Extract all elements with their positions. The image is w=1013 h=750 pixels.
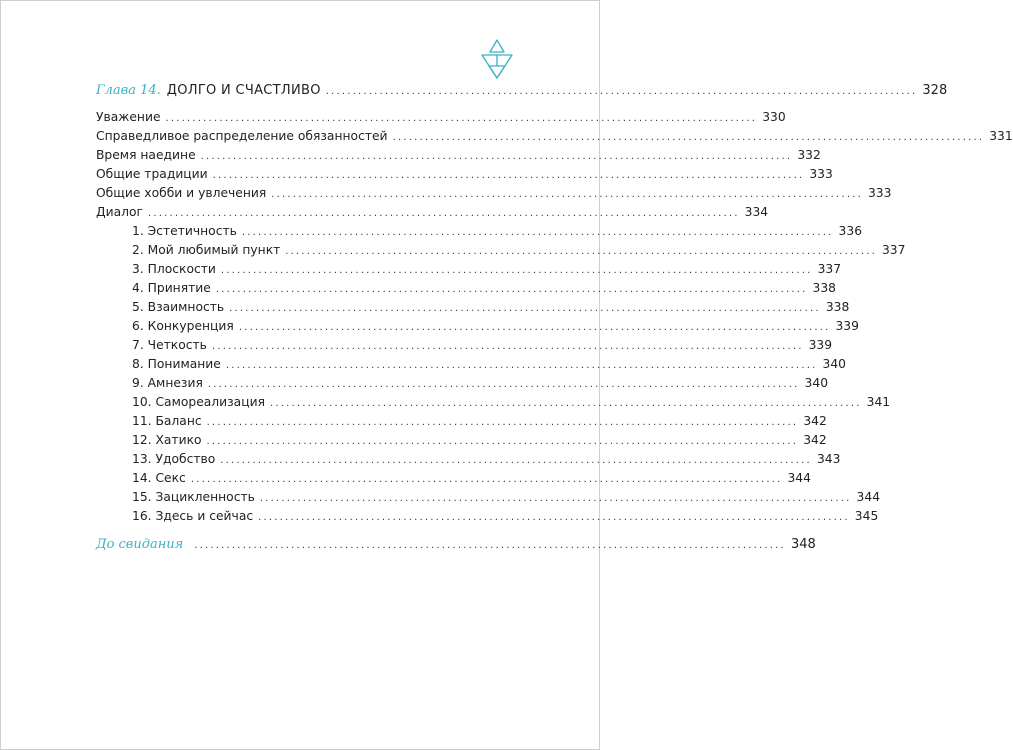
dot-leader: ..............................................................................................................	[325, 86, 918, 97]
dot-leader: ..............................................................................................................	[194, 540, 786, 551]
dot-leader: ..............................................................................................................	[258, 512, 850, 523]
page-number: 333	[809, 167, 833, 181]
page-number: 339	[808, 338, 833, 352]
table-of-contents	[96, 75, 1013, 557]
dot-leader: ..............................................................................................................	[207, 379, 800, 390]
page-number: 342	[803, 414, 827, 428]
dot-leader: ..............................................................................................................	[206, 436, 799, 447]
page-number: 341	[866, 395, 891, 409]
toc-section[interactable]	[96, 108, 786, 127]
dot-leader: ..............................................................................................................	[392, 132, 985, 143]
toc-subitem[interactable]	[96, 222, 863, 241]
dot-leader: ..............................................................................................................	[269, 398, 862, 409]
toc-section[interactable]	[96, 146, 821, 165]
toc-subitem[interactable]	[96, 431, 827, 450]
dot-leader: ..............................................................................................................	[200, 151, 793, 162]
dot-leader: ..............................................................................................................	[190, 474, 783, 485]
dot-leader: ..............................................................................................................	[238, 322, 831, 333]
toc-subitem[interactable]	[96, 469, 811, 488]
toc-section[interactable]	[96, 184, 892, 203]
entry-title: Общие хобби и увлечения	[96, 186, 267, 200]
page-number: 331	[989, 129, 1013, 143]
entry-title: 7. Четкость	[132, 338, 207, 352]
toc-subitem[interactable]	[96, 412, 827, 431]
toc-subitem[interactable]	[96, 260, 842, 279]
entry-title: Время наедине	[96, 148, 196, 162]
entry-title: Справедливое распределение обязанностей	[96, 129, 388, 143]
dot-leader: ..............................................................................................................	[220, 265, 813, 276]
page-number: 337	[881, 243, 906, 257]
dot-leader: ..............................................................................................................	[220, 455, 812, 466]
page-number: 340	[804, 376, 829, 390]
entry-title: 6. Конкуренция	[132, 319, 234, 333]
entry-title: Общие традиции	[96, 167, 208, 181]
page-number: 330	[762, 110, 786, 124]
chapter-title: ДОЛГО И СЧАСТЛИВО	[166, 83, 321, 98]
page-number: 345	[854, 509, 879, 523]
entry-title: 16. Здесь и сейчас	[132, 509, 254, 523]
triangles-logo-icon	[478, 38, 516, 80]
entry-title: 9. Амнезия	[132, 376, 203, 390]
page-number: 334	[744, 205, 769, 219]
toc-section[interactable]	[96, 127, 1013, 146]
page-number: 344	[787, 471, 811, 485]
toc-subitem[interactable]	[96, 317, 859, 336]
entry-title: 13. Удобство	[132, 452, 216, 466]
entry-title: Уважение	[96, 110, 161, 124]
page-number: 340	[822, 357, 847, 371]
toc-subitem[interactable]	[96, 374, 829, 393]
toc-subitem[interactable]	[96, 336, 833, 355]
dot-leader: ..............................................................................................................	[241, 227, 834, 238]
entry-title: 14. Секс	[132, 471, 186, 485]
page-number: 343	[816, 452, 841, 466]
dot-leader: ..............................................................................................................	[212, 170, 805, 181]
toc-subitem[interactable]	[96, 393, 891, 412]
toc-section[interactable]	[96, 203, 769, 222]
entry-title: 11. Баланс	[132, 414, 202, 428]
dot-leader: ..............................................................................................................	[259, 493, 852, 504]
page-number: 348	[790, 537, 816, 552]
entry-title: 12. Хатико	[132, 433, 202, 447]
entry-title: 5. Взаимность	[132, 300, 225, 314]
page-number: 336	[838, 224, 863, 238]
toc-subitem[interactable]	[96, 507, 879, 526]
dot-leader: ..............................................................................................................	[147, 208, 740, 219]
dot-leader: ..............................................................................................................	[165, 113, 758, 124]
page-number: 344	[856, 490, 881, 504]
page-number: 337	[817, 262, 842, 276]
dot-leader: ..............................................................................................................	[225, 360, 818, 371]
entry-title: 10. Самореализация	[132, 395, 265, 409]
toc-subitem[interactable]	[96, 279, 836, 298]
page-number: 332	[797, 148, 821, 162]
dot-leader: ..............................................................................................................	[229, 303, 821, 314]
toc-subitem[interactable]	[96, 355, 847, 374]
page-number: 342	[803, 433, 827, 447]
toc-closing[interactable]	[96, 532, 816, 557]
entry-title: 3. Плоскости	[132, 262, 216, 276]
entry-title: 1. Эстетичность	[132, 224, 237, 238]
closing-title: До свидания	[96, 537, 184, 552]
dot-leader: ..............................................................................................................	[211, 341, 804, 352]
entry-title: 2. Мой любимый пункт	[132, 243, 281, 257]
entry-title: Диалог	[96, 205, 143, 219]
entry-title: 15. Зацикленность	[132, 490, 255, 504]
page-number: 338	[812, 281, 836, 295]
dot-leader: ..............................................................................................................	[206, 417, 799, 428]
page-number: 328	[922, 83, 948, 98]
dot-leader: ..............................................................................................................	[271, 189, 863, 200]
toc-subitem[interactable]	[96, 298, 850, 317]
toc-subitem[interactable]	[96, 488, 881, 507]
entry-title: 8. Понимание	[132, 357, 221, 371]
toc-section[interactable]	[96, 165, 833, 184]
toc-subitem[interactable]	[96, 450, 841, 469]
dot-leader: ..............................................................................................................	[215, 284, 808, 295]
chapter-number: Глава 14.	[96, 83, 161, 98]
dot-leader: ..............................................................................................................	[285, 246, 877, 257]
page-number: 333	[867, 186, 892, 200]
entry-title: 4. Принятие	[132, 281, 211, 295]
toc-chapter-14[interactable]	[96, 75, 948, 106]
page-number: 339	[835, 319, 859, 333]
toc-subitem[interactable]	[96, 241, 906, 260]
page-number: 338	[825, 300, 850, 314]
